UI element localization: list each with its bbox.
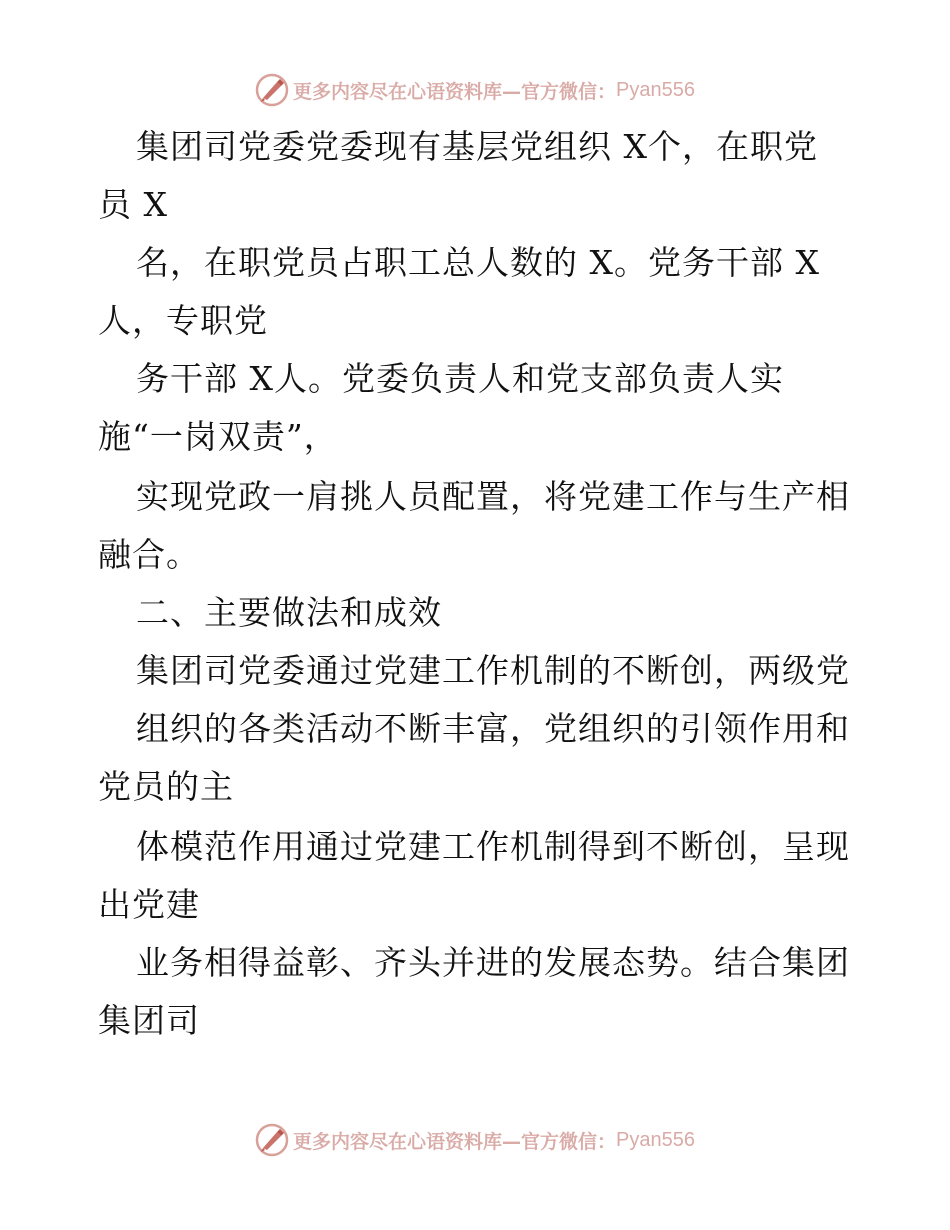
text-line: 集团司党委通过党建工作机制的不断创，两级党 (136, 651, 850, 690)
section-heading: 二、主要做法和成效 (136, 593, 442, 632)
text-line: 党员的主 (98, 767, 234, 806)
text-line: 集团司党委党委现有基层党组织 X个，在职党 (136, 127, 818, 166)
text-line: 施“一岗双责”， (98, 417, 338, 456)
text-line: 务干部 X人。党委负责人和党支部负责人实 (136, 359, 784, 398)
text-line: 名，在职党员占职工总人数的 X。党务干部 X (136, 243, 820, 282)
watermark-text-cn: 更多内容尽在心语资料库—官方微信： (293, 80, 617, 103)
text-line: 出党建 (98, 885, 200, 924)
text-line: 体模范作用通过党建工作机制得到不断创，呈现 (136, 827, 850, 866)
pen-logo-icon (255, 1123, 289, 1157)
text-line: 组织的各类活动不断丰富，党组织的引领作用和 (136, 709, 850, 748)
text-line: 融合。 (98, 535, 200, 574)
watermark-text-en: Pyan556 (616, 78, 695, 101)
watermark-text-en: Pyan556 (616, 1128, 695, 1151)
text-line: 员 X (98, 185, 168, 224)
text-line: 集团司 (98, 1001, 200, 1040)
footer-watermark (0, 1120, 950, 1160)
watermark-text-cn: 更多内容尽在心语资料库—官方微信： (293, 1130, 617, 1153)
text-line: 业务相得益彰、齐头并进的发展态势。结合集团 (136, 943, 850, 982)
text-line: 人，专职党 (98, 301, 268, 340)
text-line: 实现党政一肩挑人员配置，将党建工作与生产相 (136, 477, 850, 516)
